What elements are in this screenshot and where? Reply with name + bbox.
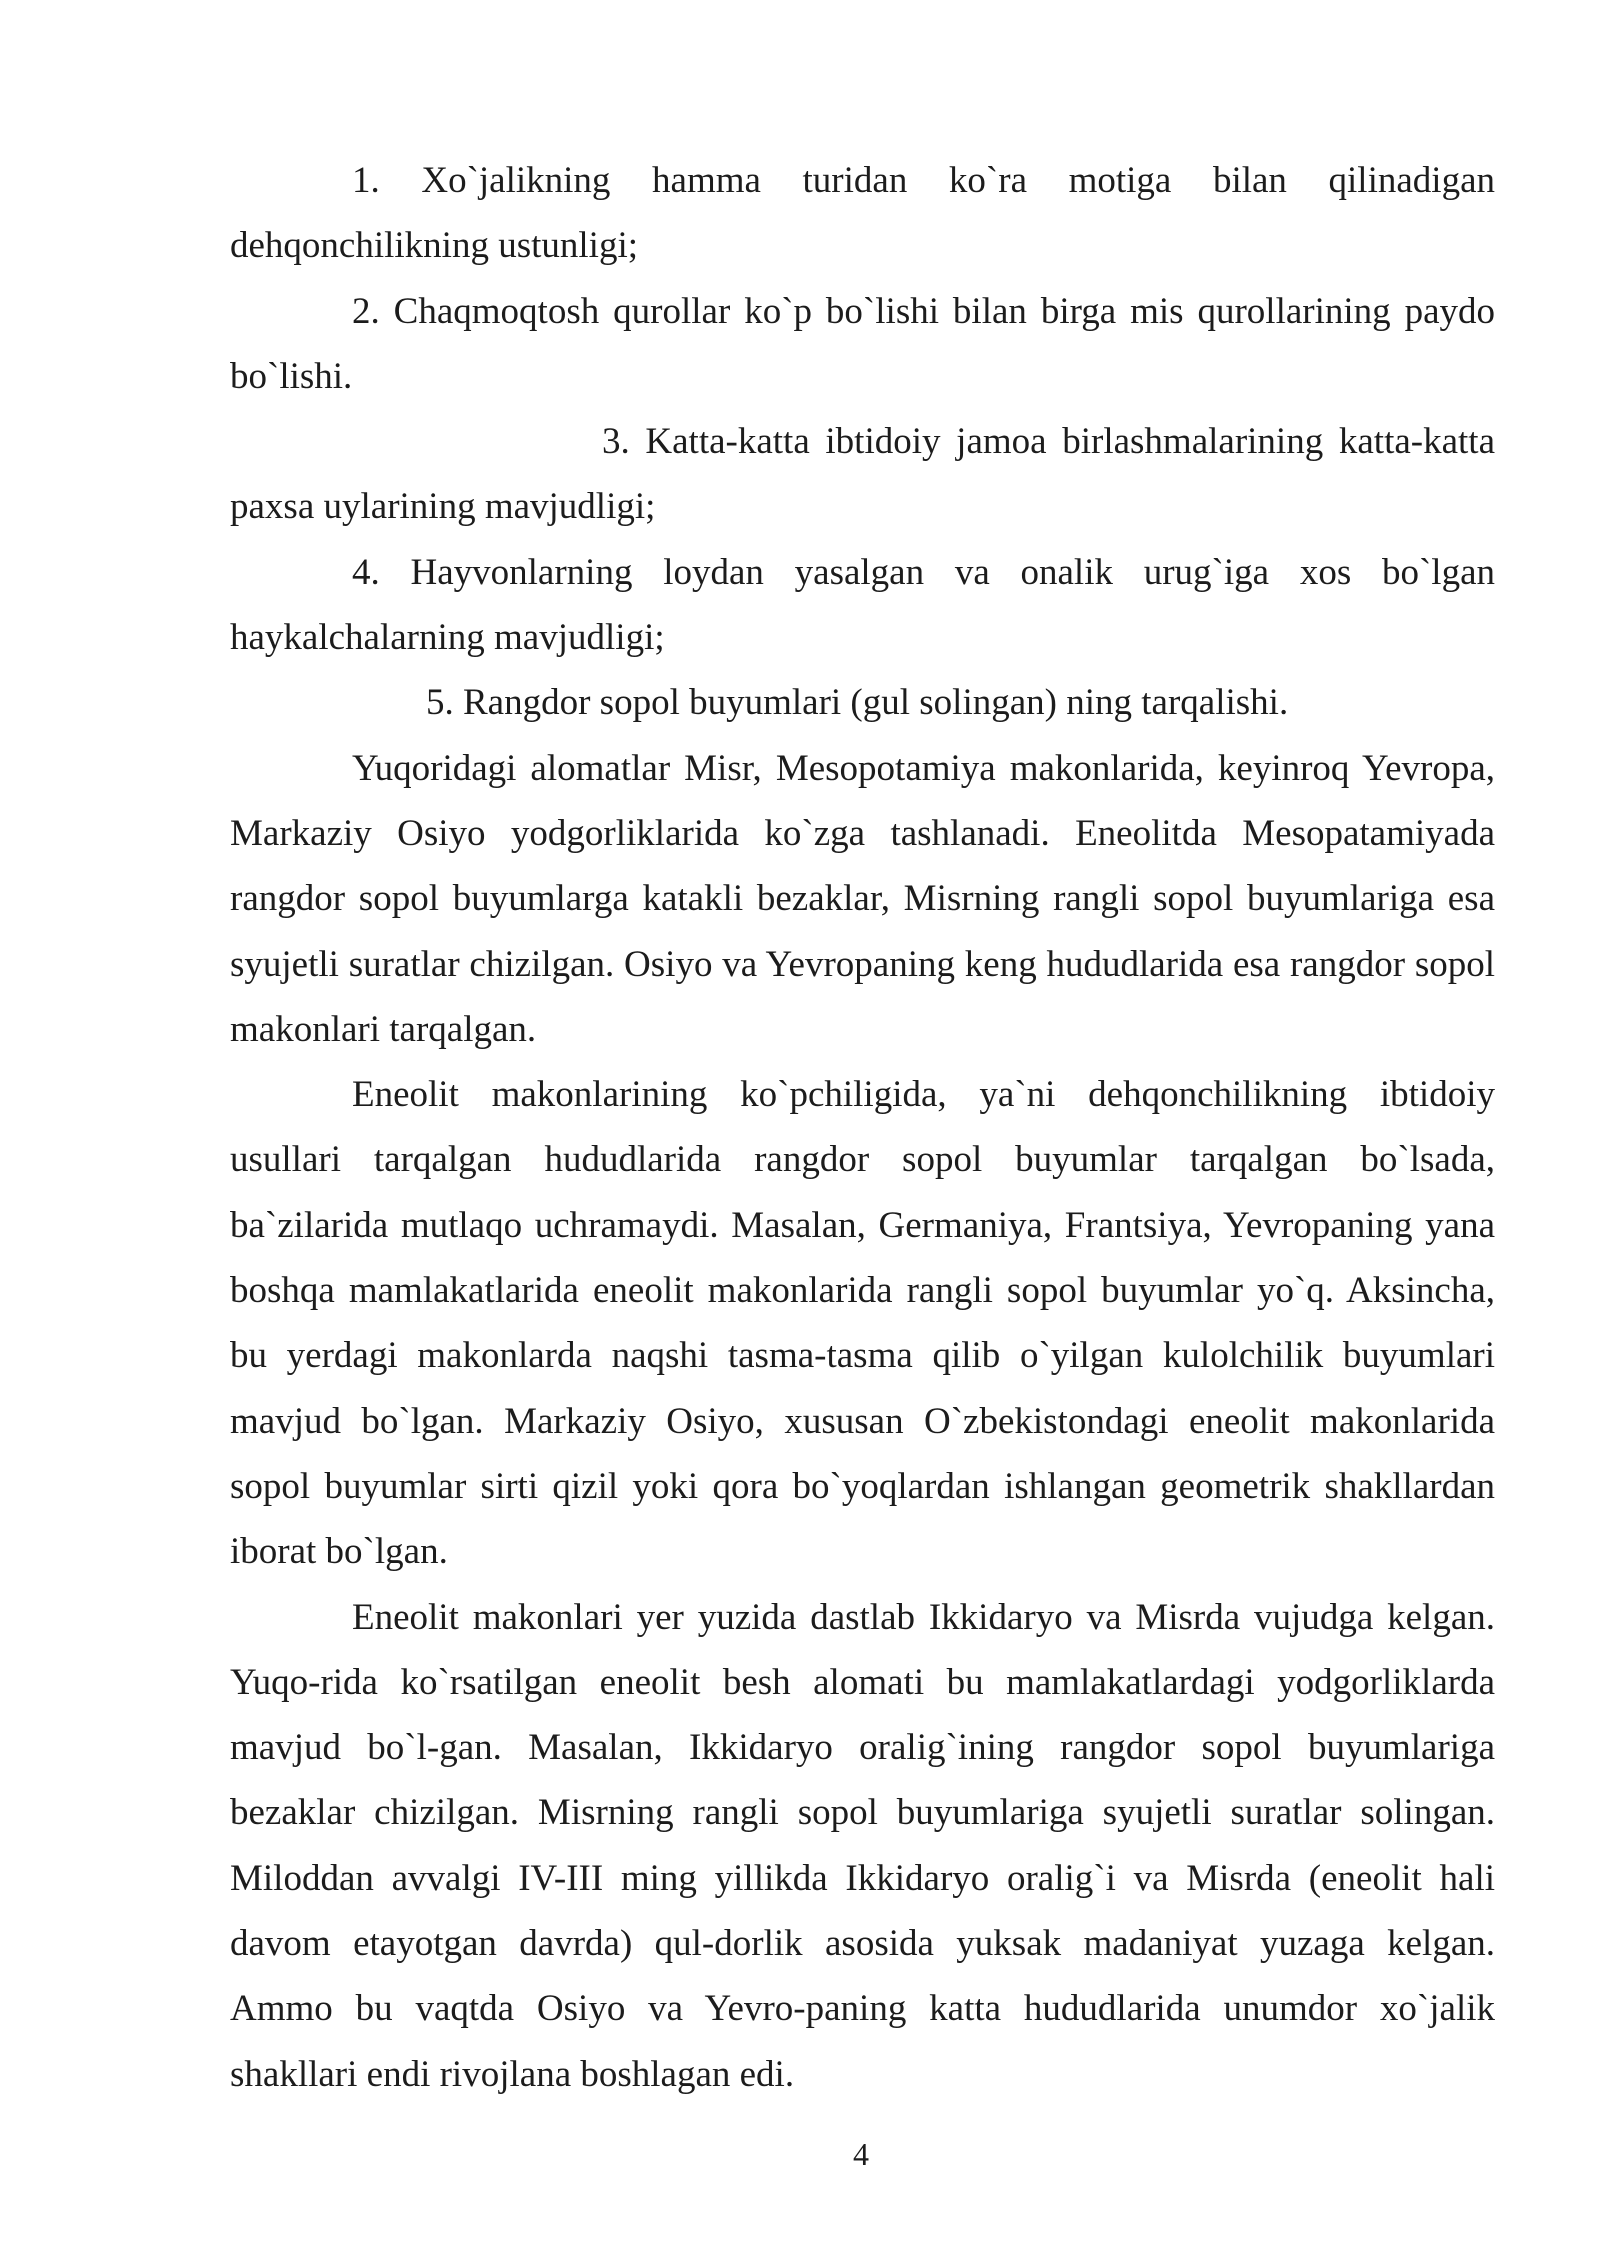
list-item-1: 1. Xo`jalikning hamma turidan ko`ra motiga bilan qilinadigan dehqonchilikning ustunligi;: [230, 160, 1495, 267]
page-number: 4: [853, 2136, 869, 2172]
list-item-3: 3. Katta-katta ibtidoiy jamoa birlashmalarining katta-katta paxsa uylarining mavjudligi;: [230, 421, 1495, 528]
document-body: [230, 148, 1495, 2107]
paragraph-3: Eneolit makonlari yer yuzida dastlab Ikkidaryo va Misrda vujudga kelgan. Yuqo-rida ko`rsatilgan eneolit besh alomati bu mamlakatlardagi yodgorliklarda mavjud bo`l-gan. Masalan, Ikkidaryo oralig`ining rangdor sopol buyumlariga bezaklar chizilgan. Misrning rangli sopol buyumlariga syujetli suratlar solingan. Miloddan avvalgi IV-III ming yillikda Ikkidaryo oralig`i va Misrda (eneolit hali davom etayotgan davrda) qul-dorlik asosida yuksak madaniyat yuzaga kelgan. Ammo bu vaqtda Osiyo va Yevro-paning katta hududlarida unumdor xo`jalik shakllari endi rivojlana boshlagan edi.: [230, 1596, 1495, 2095]
list-item-2: 2. Chaqmoqtosh qurollar ko`p bo`lishi bilan birga mis qurollarining paydo bo`lishi.: [230, 290, 1495, 397]
paragraph-2: Eneolit makonlarining ko`pchiligida, ya`ni dehqonchilikning ibtidoiy usullari tarqalgan hududlarida rangdor sopol buyumlar tarqalgan bo`lsada, ba`zilarida mutlaqo uchramaydi. Masalan, Germaniya, Frantsiya, Yevropaning yana boshqa mamlakatlarida eneolit makonlarida rangli sopol buyumlar yo`q. Aksincha, bu yerdagi makonlarda naqshi tasma-tasma qilib o`yilgan kulolchilik buyumlari mavjud bo`lgan. Markaziy Osiyo, xususan O`zbekistondagi eneolit makonlarida sopol buyumlar sirti qizil yoki qora bo`yoqlardan ishlangan geometrik shakllardan iborat bo`lgan.: [230, 1074, 1495, 1573]
paragraph-1: Yuqoridagi alomatlar Misr, Mesopotamiya makonlarida, keyinroq Yevropa, Markaziy Osiyo yodgorliklarida ko`zga tashlanadi. Eneolitda Mesopatamiyada rangdor sopol buyumlarga katakli bezaklar, Misrning rangli sopol buyumlariga esa syujetli suratlar chizilgan. Osiyo va Yevropaning keng hududlarida esa rangdor sopol makonlari tarqalgan.: [230, 747, 1495, 1050]
list-item-5: 5. Rangdor sopol buyumlari (gul solingan) ning tarqalishi.: [426, 682, 1289, 724]
list-item-4: 4. Hayvonlarning loydan yasalgan va onalik urug`iga xos bo`lgan haykalchalarning mavjudligi;: [230, 551, 1495, 659]
